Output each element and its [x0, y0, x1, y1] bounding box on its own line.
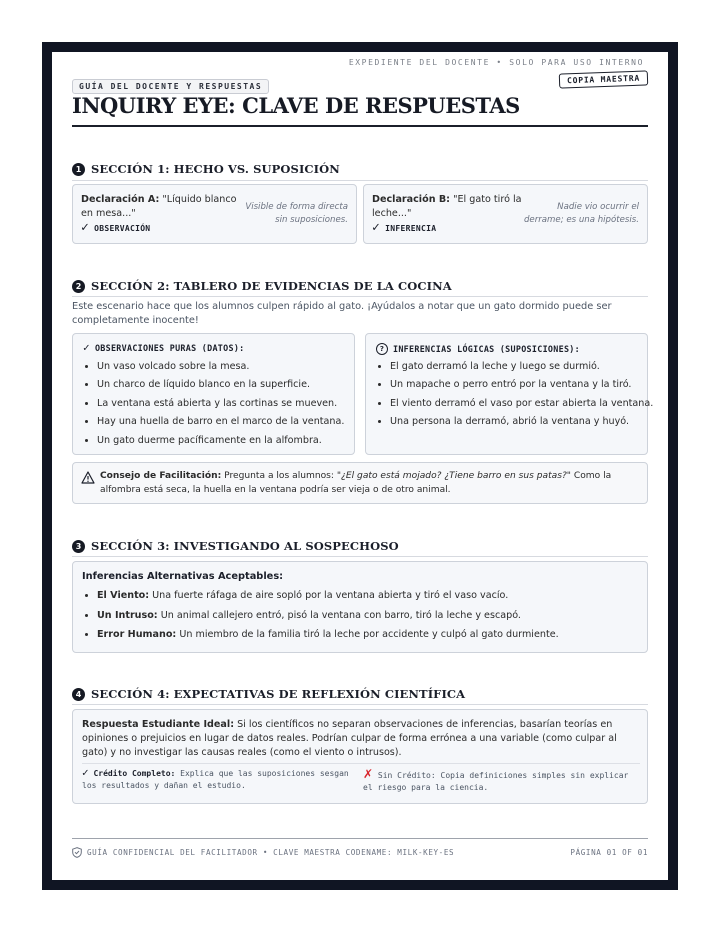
statement-label: Declaración B: [372, 194, 451, 205]
statement-quote: "El gato tiró la leche..." [372, 194, 522, 219]
no-credit [363, 768, 638, 794]
inferences-heading [376, 343, 580, 355]
section-number: 4 [72, 688, 85, 701]
answer-tag-label: INFERENCIA [385, 223, 437, 233]
question-icon: ? [376, 343, 388, 355]
section-divider [72, 704, 648, 705]
section-title: SECCIÓN 2: TABLERO DE EVIDENCIAS DE LA COCINA [91, 279, 452, 293]
footer-left [72, 847, 454, 858]
cross-icon: ✗ [363, 767, 374, 781]
check-icon: ✓ [82, 766, 89, 779]
tip-post: Como la alfombra está seca, la huella en la ventana podría ser vieja o de otro animal. [100, 471, 612, 495]
section-number: 2 [72, 280, 85, 293]
full-credit [82, 768, 352, 792]
tip-text [100, 469, 640, 497]
list-item: • Hay una huella de barro en el marco de la ventana. [97, 416, 367, 428]
section-3-header [72, 539, 648, 553]
answer-tag-label: OBSERVACIÓN [94, 223, 151, 233]
ideal-answer [82, 718, 637, 760]
ideal-label: Respuesta Estudiante Ideal: [82, 719, 235, 730]
section-number: 1 [72, 163, 85, 176]
alternatives-heading: Inferencias Alternativas Aceptables: [82, 571, 284, 582]
full-credit-text: Explica que las suposiciones sesgan los resultados y dañan el estudio. [82, 769, 349, 790]
page-number: PÁGINA 01 OF 01 [570, 848, 648, 857]
answer-tag [372, 220, 437, 235]
statement-card-b [363, 184, 648, 244]
observations-heading-label: OBSERVACIONES PURAS (DATOS): [94, 343, 245, 353]
facilitation-tip [72, 462, 648, 504]
reflection-card [72, 709, 648, 804]
inferences-heading-label: INFERENCIAS LÓGICAS (SUPOSICIONES): [393, 344, 580, 354]
statement-label: Declaración A: [81, 194, 160, 205]
guide-badge: GUÍA DEL DOCENTE Y RESPUESTAS [72, 79, 269, 94]
alternatives-list [81, 590, 652, 649]
section-divider [72, 296, 648, 297]
full-credit-label: Crédito Completo: [93, 769, 176, 778]
shield-check-icon [72, 847, 82, 858]
page-title: INQUIRY EYE: CLAVE DE RESPUESTAS [72, 93, 520, 118]
observations-card [72, 333, 355, 455]
item-label: Un Intruso: [97, 609, 158, 621]
item-text: Una fuerte ráfaga de aire sopló por la ventana abierta y tiró el vaso vacío. [149, 590, 509, 601]
item-text: Un miembro de la familia tiró la leche por accidente y culpó al gato durmiente. [176, 629, 559, 640]
observations-list [81, 361, 367, 453]
observations-heading [83, 343, 245, 353]
list-item: • Un mapache o perro entró por la ventana y la tiró. [390, 379, 660, 391]
section-4-header [72, 687, 648, 701]
check-icon: ✓ [83, 341, 90, 354]
list-item: • Una persona la derramó, abrió la ventana y huyó. [390, 416, 660, 428]
statement-note: Visible de forma directa sin suposiciones. [245, 202, 348, 225]
list-item: • El gato derramó la leche y luego se durmió. [390, 361, 660, 373]
section-divider [72, 556, 648, 557]
section-divider [72, 180, 648, 181]
tip-question: "¿El gato está mojado? ¿Tiene barro en sus patas?" [336, 471, 571, 481]
worksheet-page [52, 52, 668, 880]
title-divider [72, 125, 648, 127]
section-intro: Este escenario hace que los alumnos culpen rápido al gato. ¡Ayúdalos a notar que un gato dormido puede ser completamente inocente! [72, 301, 612, 326]
footer-divider [72, 838, 648, 839]
section-title: SECCIÓN 1: HECHO VS. SUPOSICIÓN [91, 162, 340, 176]
section-1-header [72, 162, 648, 176]
ideal-text: Si los científicos no separan observaciones de inferencias, basarían teorías en opiniones o prejuicios en lugar de datos reales. Podrían culpar de forma errónea a una variable (como culpar al gato) y no investigar las causas reales (como el viento o intrusos). [82, 719, 617, 758]
section-2-header [72, 279, 648, 293]
master-copy-stamp: COPIA MAESTRA [559, 70, 648, 88]
section-title: SECCIÓN 4: EXPECTATIVAS DE REFLEXIÓN CIENTÍFICA [91, 687, 466, 701]
footer-left-text: GUÍA CONFIDENCIAL DEL FACILITADOR • CLAVE MAESTRA CODENAME: MILK-KEY-ES [87, 848, 455, 857]
list-item: • Un vaso volcado sobre la mesa. [97, 361, 367, 373]
list-item [97, 629, 652, 641]
statement-note: Nadie vio ocurrir el derrame; es una hipótesis. [523, 202, 639, 225]
statement-quote: "Líquido blanco en mesa..." [81, 194, 237, 219]
tip-label: Consejo de Facilitación: [100, 471, 222, 481]
list-item: • Un charco de líquido blanco en la superficie. [97, 379, 367, 391]
inferences-card [365, 333, 654, 455]
check-icon: ✓ [372, 220, 381, 235]
answer-tag [81, 220, 151, 235]
list-item [97, 610, 652, 622]
statement-text [372, 193, 527, 221]
tip-pre: Pregunta a los alumnos: [221, 471, 337, 481]
list-item: • La ventana está abierta y las cortinas se mueven. [97, 398, 367, 410]
list-item: • El viento derramó el vaso por estar abierta la ventana. [390, 398, 660, 410]
item-text: Un animal callejero entró, pisó la ventana con barro, tiró la leche y escapó. [157, 609, 521, 621]
inferences-list [374, 361, 660, 435]
statement-text [81, 193, 241, 221]
section-number: 3 [72, 540, 85, 553]
section-title: SECCIÓN 3: INVESTIGANDO AL SOSPECHOSO [91, 539, 399, 553]
rubric-divider [82, 763, 640, 764]
check-icon: ✓ [81, 220, 90, 235]
alternatives-card [72, 561, 648, 653]
statement-card-a [72, 184, 357, 244]
list-item [97, 590, 652, 602]
no-credit-text: Copia definiciones simples sin explicar el riesgo para la ciencia. [363, 771, 629, 792]
list-item: • Un gato duerme pacíficamente en la alfombra. [97, 435, 367, 447]
warning-icon [81, 471, 95, 484]
item-label: Error Humano: [97, 629, 177, 640]
no-credit-label: Sin Crédito: [377, 771, 436, 780]
dossier-label: EXPEDIENTE DEL DOCENTE • SOLO PARA USO INTERNO [348, 58, 644, 67]
item-label: El Viento: [97, 590, 150, 601]
footer [72, 847, 648, 858]
